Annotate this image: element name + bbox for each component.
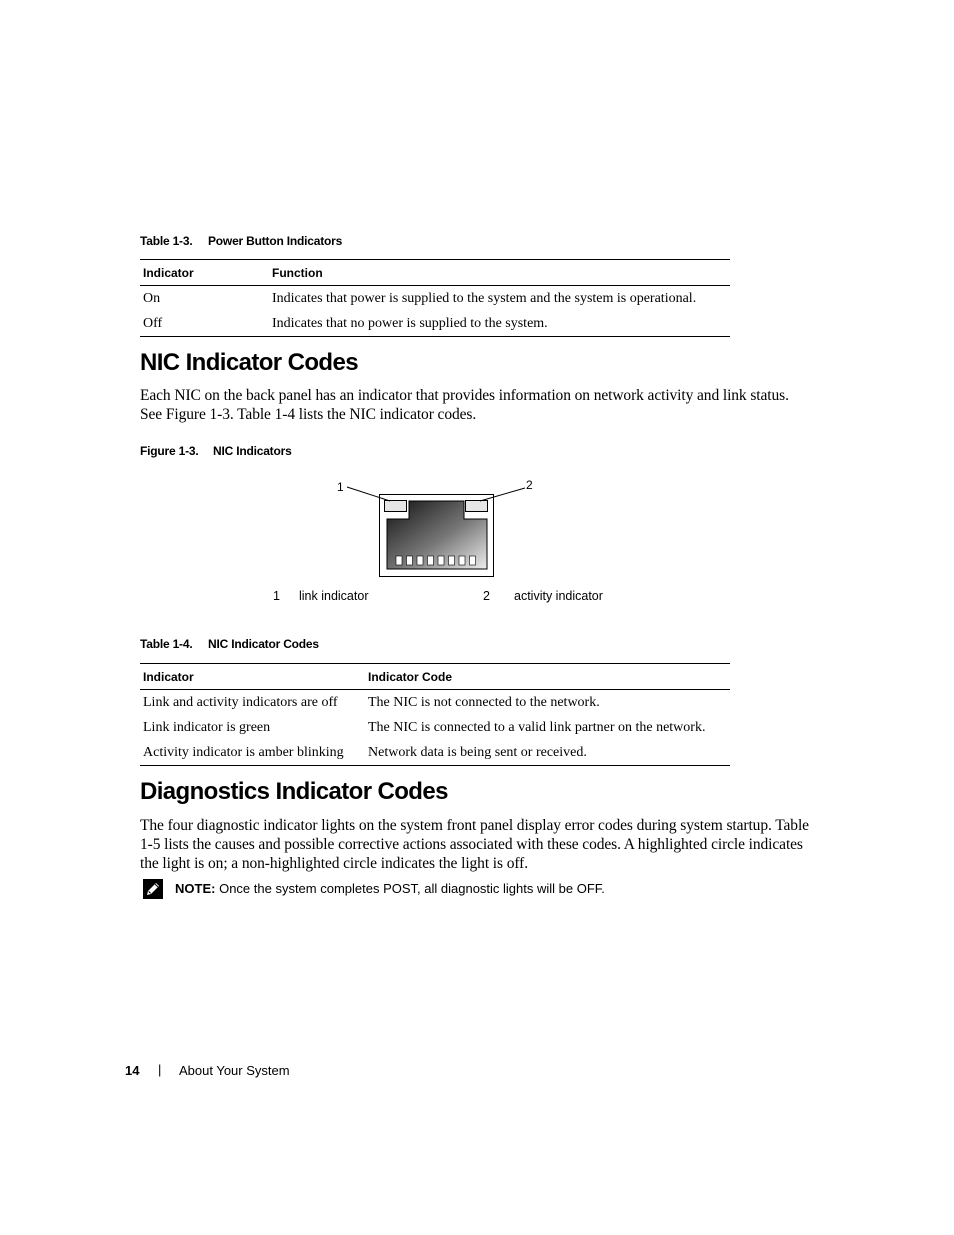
nic-section-body: Each NIC on the back panel has an indicator that provides information on network activity and link status. See Figure 1-3. Table 1-4 lists the NIC indicator codes.: [140, 387, 789, 423]
table-row: [140, 715, 730, 740]
callout-legend-label-2: activity indicator: [514, 589, 603, 603]
callout-legend-number-1: 1: [273, 589, 280, 603]
column-header: Indicator: [140, 260, 269, 286]
footer-section-title: About Your System: [179, 1063, 290, 1078]
footer-separator: |: [158, 1062, 162, 1077]
table-row: [140, 690, 730, 716]
rj45-pin: [470, 556, 476, 565]
table-cell: On: [143, 290, 161, 306]
figure-number: Figure 1-3.: [140, 444, 199, 458]
link-indicator-led: [385, 501, 407, 512]
table-cell: Link indicator is green: [143, 719, 271, 735]
figure-1-3-caption: [140, 444, 292, 458]
table-cell: Link and activity indicators are off: [143, 694, 338, 710]
note-text: Once the system completes POST, all diagnostic lights will be OFF.: [219, 881, 605, 896]
table-1-3-caption: [140, 234, 342, 248]
table-cell: Indicates that power is supplied to the system and the system is operational.: [272, 290, 697, 306]
rj45-pin: [438, 556, 444, 565]
table-cell: Off: [143, 315, 163, 331]
table-cell: Indicates that no power is supplied to the system.: [272, 315, 548, 331]
column-header: Function: [269, 260, 730, 286]
diagnostics-section-body: The four diagnostic indicator lights on the system front panel display error codes during system startup. Table 1-5 lists the causes and possible corrective actions associated with these codes. A highlighted circle indicates the light is on; a non-highlighted circle indicates the light is off.: [140, 817, 809, 872]
table-cell: Network data is being sent or received.: [368, 744, 587, 760]
figure-title: NIC Indicators: [213, 444, 292, 458]
pencil-note-icon: [143, 879, 163, 899]
column-header: Indicator: [140, 664, 365, 690]
rj45-pin: [417, 556, 423, 565]
rj45-pin: [396, 556, 402, 565]
table-header-row: [140, 260, 730, 286]
note-label: NOTE:: [175, 881, 216, 896]
nic-section-heading: NIC Indicator Codes: [140, 349, 358, 376]
callout-number-1: 1: [337, 480, 344, 494]
table-number: Table 1-3.: [140, 234, 193, 248]
power-button-indicators-table: [140, 259, 730, 337]
callout-legend-number-2: 2: [483, 589, 490, 603]
rj45-pin: [428, 556, 434, 565]
table-1-4-caption: [140, 637, 319, 651]
table-row: [140, 311, 730, 337]
column-header: Indicator Code: [365, 664, 730, 690]
callout-legend-label-1: link indicator: [299, 589, 369, 603]
table-row: [140, 740, 730, 766]
note: [175, 881, 605, 896]
table-cell: The NIC is not connected to the network.: [368, 694, 600, 710]
callout-number-2: 2: [526, 478, 533, 492]
rj45-pin: [449, 556, 455, 565]
table-title: Power Button Indicators: [208, 234, 343, 248]
table-row: [140, 286, 730, 312]
table-header-row: [140, 664, 730, 690]
table-cell: Activity indicator is amber blinking: [143, 744, 344, 760]
rj45-pin: [459, 556, 465, 565]
table-cell: The NIC is connected to a valid link partner on the network.: [368, 719, 706, 735]
activity-indicator-led: [466, 501, 488, 512]
nic-connector-illustration: [330, 474, 550, 584]
table-number: Table 1-4.: [140, 637, 193, 651]
page-number: 14: [125, 1063, 140, 1078]
rj45-pin: [407, 556, 413, 565]
diagnostics-section-heading: Diagnostics Indicator Codes: [140, 778, 448, 805]
nic-indicator-codes-table: [140, 663, 730, 766]
table-title: NIC Indicator Codes: [208, 637, 319, 651]
